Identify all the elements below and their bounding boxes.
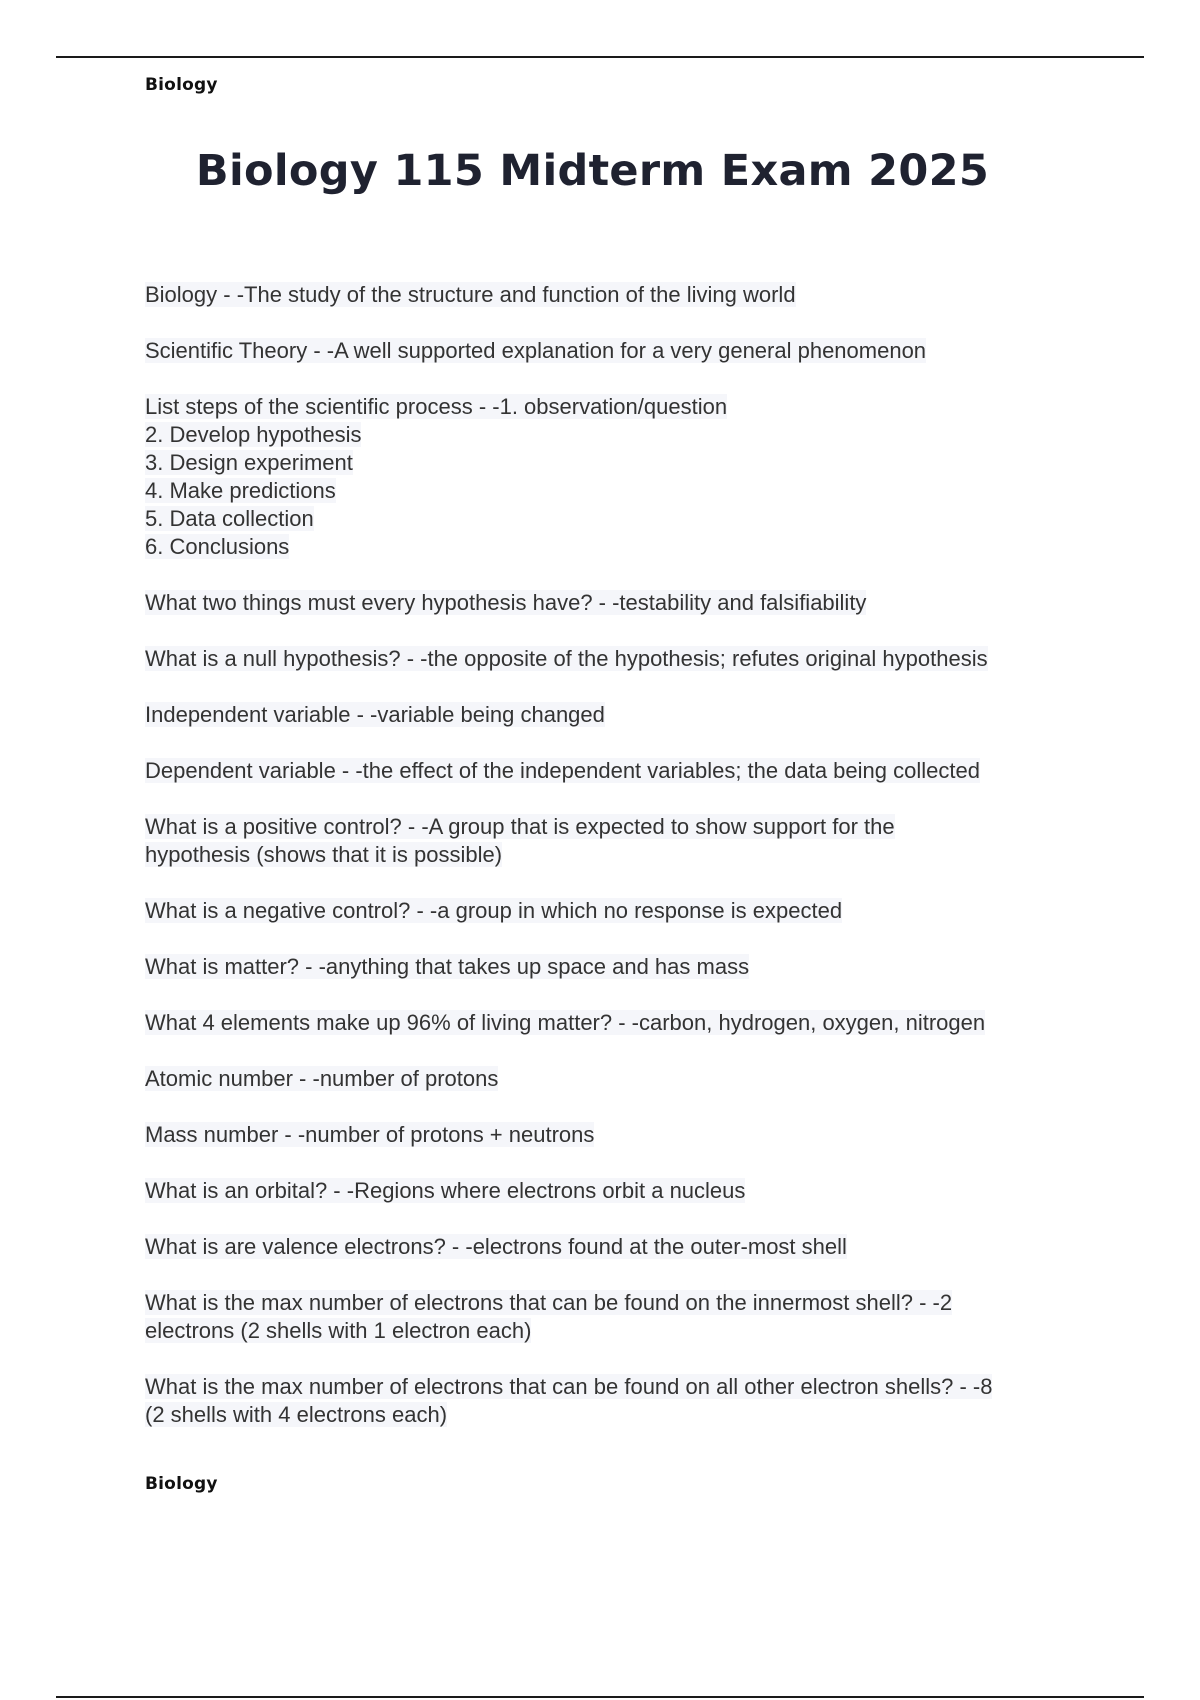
qa-item	[145, 1233, 1085, 1261]
qa-line: 4. Make predictions	[145, 478, 336, 503]
qa-line: What is an orbital? - -Regions where electrons orbit a nucleus	[145, 1178, 746, 1203]
qa-line: What 4 elements make up 96% of living matter? - -carbon, hydrogen, oxygen, nitrogen	[145, 1010, 986, 1035]
qa-item	[145, 701, 1085, 729]
qa-line: What is the max number of electrons that can be found on the innermost shell? - -2	[145, 1290, 953, 1315]
qa-item	[145, 1177, 1085, 1205]
qa-line: hypothesis (shows that it is possible)	[145, 842, 503, 867]
qa-item	[145, 645, 1085, 673]
qa-line: 6. Conclusions	[145, 534, 290, 559]
qa-item	[145, 1065, 1085, 1093]
qa-line: Dependent variable - -the effect of the independent variables; the data being collected	[145, 758, 980, 783]
running-footer: Biology	[145, 1474, 218, 1494]
qa-line: Independent variable - -variable being changed	[145, 702, 605, 727]
qa-item	[145, 1373, 1085, 1429]
qa-line: What two things must every hypothesis have? - -testability and falsifiability	[145, 590, 867, 615]
qa-line: List steps of the scientific process - -1. observation/question	[145, 394, 728, 419]
qa-line: Atomic number - -number of protons	[145, 1066, 499, 1091]
qa-item	[145, 813, 1085, 869]
qa-line: 5. Data collection	[145, 506, 314, 531]
qa-line: What is a positive control? - -A group that is expected to show support for the	[145, 814, 895, 839]
footer-rule	[56, 1696, 1144, 1698]
qa-line: What is are valence electrons? - -electrons found at the outer-most shell	[145, 1234, 847, 1259]
qa-line: Mass number - -number of protons + neutrons	[145, 1122, 595, 1147]
header-rule	[56, 56, 1144, 58]
qa-item	[145, 1009, 1085, 1037]
qa-line: 3. Design experiment	[145, 450, 353, 475]
qa-line: Scientific Theory - -A well supported explanation for a very general phenomenon	[145, 338, 927, 363]
qa-item	[145, 757, 1085, 785]
qa-line: What is a null hypothesis? - -the opposite of the hypothesis; refutes original hypothesis	[145, 646, 988, 671]
question-answer-list	[145, 281, 1085, 1457]
qa-line: What is a negative control? - -a group in which no response is expected	[145, 898, 843, 923]
document-title: Biology 115 Midterm Exam 2025	[195, 146, 990, 196]
qa-item	[145, 337, 1085, 365]
qa-item	[145, 1289, 1085, 1345]
running-header: Biology	[145, 75, 218, 95]
qa-item	[145, 281, 1085, 309]
qa-line: What is the max number of electrons that can be found on all other electron shells? - -8	[145, 1374, 993, 1399]
qa-line: (2 shells with 4 electrons each)	[145, 1402, 448, 1427]
qa-item	[145, 589, 1085, 617]
qa-item	[145, 393, 1085, 561]
qa-item	[145, 1121, 1085, 1149]
qa-item	[145, 897, 1085, 925]
qa-item	[145, 953, 1085, 981]
qa-line: Biology - -The study of the structure and function of the living world	[145, 282, 796, 307]
qa-line: electrons (2 shells with 1 electron each)	[145, 1318, 532, 1343]
qa-line: What is matter? - -anything that takes up space and has mass	[145, 954, 750, 979]
qa-line: 2. Develop hypothesis	[145, 422, 362, 447]
